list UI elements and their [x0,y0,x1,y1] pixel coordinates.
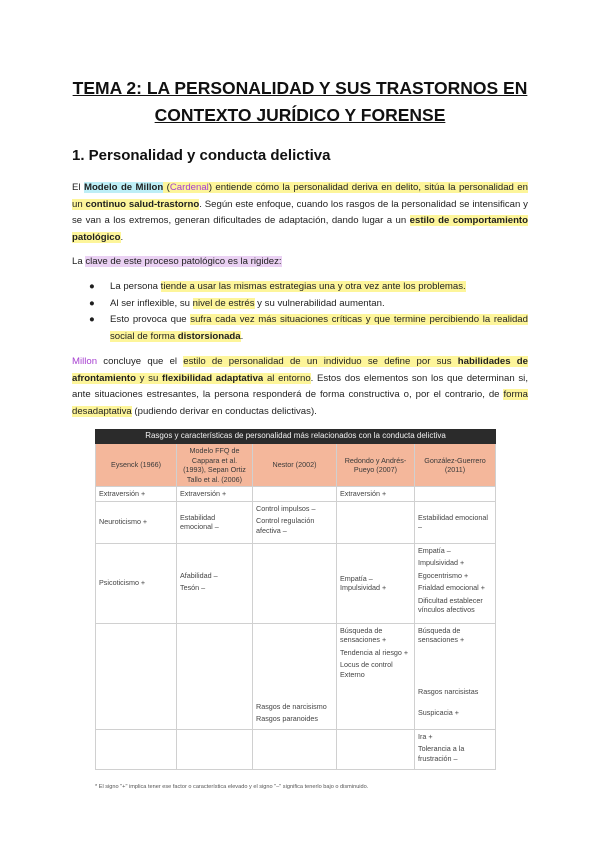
traits-table [95,429,496,770]
table-header-row [96,444,496,487]
table-cell [253,543,337,623]
table-cell [177,729,253,769]
table-cell [337,501,415,543]
section-heading: 1. Personalidad y conducta delictiva [72,147,331,164]
bullet-list [72,279,528,345]
table-cell [253,487,337,502]
table-row [96,623,496,729]
column-header: Nestor (2002) [253,444,337,487]
table-cell: Extraversión + [96,487,177,502]
table-cell: Control impulsos – Control regulación afectiva – [253,501,337,543]
table-caption: Rasgos y características de personalidad más relacionados con la conducta delictiva [96,430,496,444]
table-cell [253,729,337,769]
table-cell [337,729,415,769]
table-cell: Extraversión + [337,487,415,502]
table-cell [415,487,496,502]
paragraph-millon-model: El Modelo de Millon (Cardenal) entiende cómo la personalidad deriva en delito, sitúa la personalidad en un continuo salud-trastorno. Según este enfoque, cuando los rasgos de la personalidad se intensifican y se van a los extremos, generan dificultades de adaptación, dando lugar a un estilo de comportamiento patológico. [72,182,528,243]
table-cell: Estabilidad emocional – [177,501,253,543]
bullet-icon: ● [89,314,95,325]
column-header: Eysenck (1966) [96,444,177,487]
table-cell: Ira + Tolerancia a la frustración – [415,729,496,769]
table-cell: Afabilidad – Tesón – [177,543,253,623]
bullet-icon: ● [89,297,95,309]
table-cell: Empatía – Impulsividad + [337,543,415,623]
column-header: Modelo FFQ de Cappara et al. (1993), Sepan Ortiz Tallo et al. (2006) [177,444,253,487]
table-caption-row [96,430,496,444]
table-cell [96,623,177,729]
table-cell: Extraversión + [177,487,253,502]
table-cell: Búsqueda de sensaciones + Tendencia al riesgo + Locus de control Externo [337,623,415,729]
table-cell [96,729,177,769]
table-cell: Neuroticismo + [96,501,177,543]
table-cell: Búsqueda de sensaciones + Rasgos narcisistas Suspicacia + [415,623,496,729]
list-item: ● Al ser inflexible, su nivel de estrés y su vulnerabilidad aumentan. [72,296,528,313]
page-title: TEMA 2: LA PERSONALIDAD Y SUS TRASTORNOS EN CONTEXTO JURÍDICO Y FORENSE [72,78,528,125]
table-cell: Estabilidad emocional – [415,501,496,543]
column-header: Redondo y Andrés-Pueyo (2007) [337,444,415,487]
table-cell: Empatía – Impulsividad + Egocentrismo + Frialdad emocional + Dificultad establecer vínculos afectivos [415,543,496,623]
list-item: ● La persona tiende a usar las mismas estrategias una y otra vez ante los problemas. [72,279,528,296]
paragraph-rigidity: La clave de este proceso patológico es la rigidez: [72,256,282,267]
table-cell: Rasgos de narcisismo Rasgos paranoides [253,623,337,729]
table-row [96,543,496,623]
bullet-icon: ● [89,281,95,292]
table-row [96,729,496,769]
table-cell: Psicoticismo + [96,543,177,623]
table-row [96,501,496,543]
table-cell [177,623,253,729]
table-row [96,487,496,502]
list-item: ● Esto provoca que sufra cada vez más situaciones críticas y que termine percibiendo la realidad social de forma distorsionada. [89,314,528,342]
table-footnote: * El signo "+" implica tener ese factor o característica elevado y el signo "–" significa tenerlo bajo o disminuido. [95,784,369,790]
paragraph-millon-conclusion: Millon concluye que el estilo de personalidad de un individuo se define por sus habilidades de afrontamiento y su flexibilidad adaptativa al entorno. Estos dos elementos son los que determinan si, ante situaciones estresantes, la persona responderá de forma constructiva o, por el contrario, de forma desadaptativa (pudiendo derivar en conductas delictivas). [72,356,528,417]
column-header: González-Guerrero (2011) [415,444,496,487]
